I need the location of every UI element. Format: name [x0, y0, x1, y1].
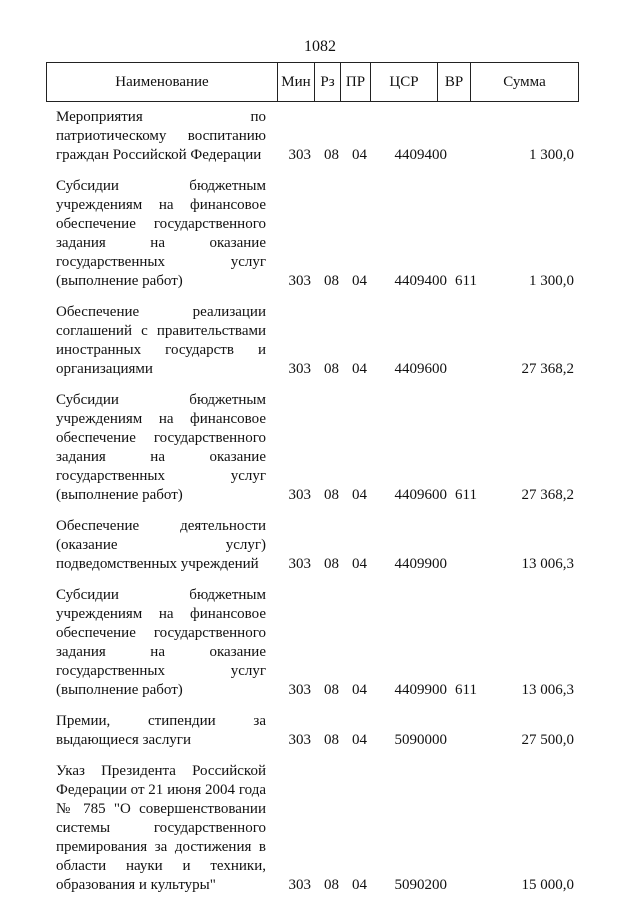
row-name: Субсидии бюджетным учреждениям на финансовое обеспечение государственного задания на оказание государственных услуг (выполнение работ) — [56, 392, 266, 503]
row-sum: 15 000,0 — [521, 877, 574, 893]
header-name: Наименование — [115, 73, 209, 90]
row-csr: 4409400 — [394, 147, 447, 163]
row-sum: 27 500,0 — [521, 732, 574, 748]
row-name: Обеспечение деятельности (оказание услуг) подведомственных учреждений — [56, 518, 266, 572]
row-sum: 13 006,3 — [521, 682, 574, 698]
row-rz: 08 — [324, 361, 339, 377]
row-vr: 611 — [455, 682, 477, 698]
header-pr: ПР — [340, 63, 370, 101]
header-csr: ЦСР — [370, 63, 437, 101]
row-sum: 1 300,0 — [529, 147, 574, 163]
row-sum: 27 368,2 — [521, 487, 574, 503]
table-row — [56, 586, 586, 700]
row-csr: 4409900 — [394, 556, 447, 572]
row-min: 303 — [288, 682, 311, 698]
row-min: 303 — [288, 556, 311, 572]
table-header — [46, 62, 579, 102]
table-row — [56, 391, 586, 505]
row-pr: 04 — [352, 877, 367, 893]
row-name: Мероприятия по патриотическому воспитанию граждан Российской Федерации — [56, 109, 266, 163]
row-rz: 08 — [324, 877, 339, 893]
row-min: 303 — [288, 877, 311, 893]
row-min: 303 — [288, 361, 311, 377]
row-rz: 08 — [324, 682, 339, 698]
row-csr: 5090200 — [394, 877, 447, 893]
row-rz: 08 — [324, 273, 339, 289]
row-pr: 04 — [352, 361, 367, 377]
row-name: Субсидии бюджетным учреждениям на финансовое обеспечение государственного задания на оказание государственных услуг (выполнение работ) — [56, 587, 266, 698]
row-min: 303 — [288, 273, 311, 289]
header-sum: Сумма — [470, 63, 578, 101]
row-rz: 08 — [324, 487, 339, 503]
row-min: 303 — [288, 147, 311, 163]
row-vr: 611 — [455, 487, 477, 503]
row-csr: 4409400 — [394, 273, 447, 289]
table-row — [56, 517, 586, 574]
row-pr: 04 — [352, 273, 367, 289]
row-pr: 04 — [352, 487, 367, 503]
row-csr: 4409600 — [394, 361, 447, 377]
row-name: Премии, стипендии за выдающиеся заслуги — [56, 713, 266, 748]
row-pr: 04 — [352, 682, 367, 698]
table-row — [56, 762, 586, 895]
row-pr: 04 — [352, 147, 367, 163]
row-vr: 611 — [455, 273, 477, 289]
row-sum: 27 368,2 — [521, 361, 574, 377]
header-rz: Рз — [314, 63, 340, 101]
row-csr: 4409900 — [394, 682, 447, 698]
row-pr: 04 — [352, 732, 367, 748]
row-min: 303 — [288, 487, 311, 503]
row-sum: 1 300,0 — [529, 273, 574, 289]
table-body — [56, 108, 586, 907]
row-name: Обеспечение реализации соглашений с правительствами иностранных государств и организациями — [56, 304, 266, 377]
page-number: 1082 — [304, 38, 336, 55]
row-min: 303 — [288, 732, 311, 748]
header-min: Мин — [277, 63, 314, 101]
row-sum: 13 006,3 — [521, 556, 574, 572]
row-name: Указ Президента Российской Федерации от 21 июня 2004 года № 785 "О совершенствовании системы государственного премирования за достижения в области науки и техники, образования и культуры" — [56, 763, 266, 893]
header-vr: ВР — [437, 63, 470, 101]
table-row — [56, 177, 586, 291]
row-csr: 4409600 — [394, 487, 447, 503]
row-rz: 08 — [324, 732, 339, 748]
row-rz: 08 — [324, 147, 339, 163]
row-pr: 04 — [352, 556, 367, 572]
row-csr: 5090000 — [394, 732, 447, 748]
table-row — [56, 712, 586, 750]
row-rz: 08 — [324, 556, 339, 572]
table-row — [56, 303, 586, 379]
table-row — [56, 108, 586, 165]
row-name: Субсидии бюджетным учреждениям на финансовое обеспечение государственного задания на оказание государственных услуг (выполнение работ) — [56, 178, 266, 289]
